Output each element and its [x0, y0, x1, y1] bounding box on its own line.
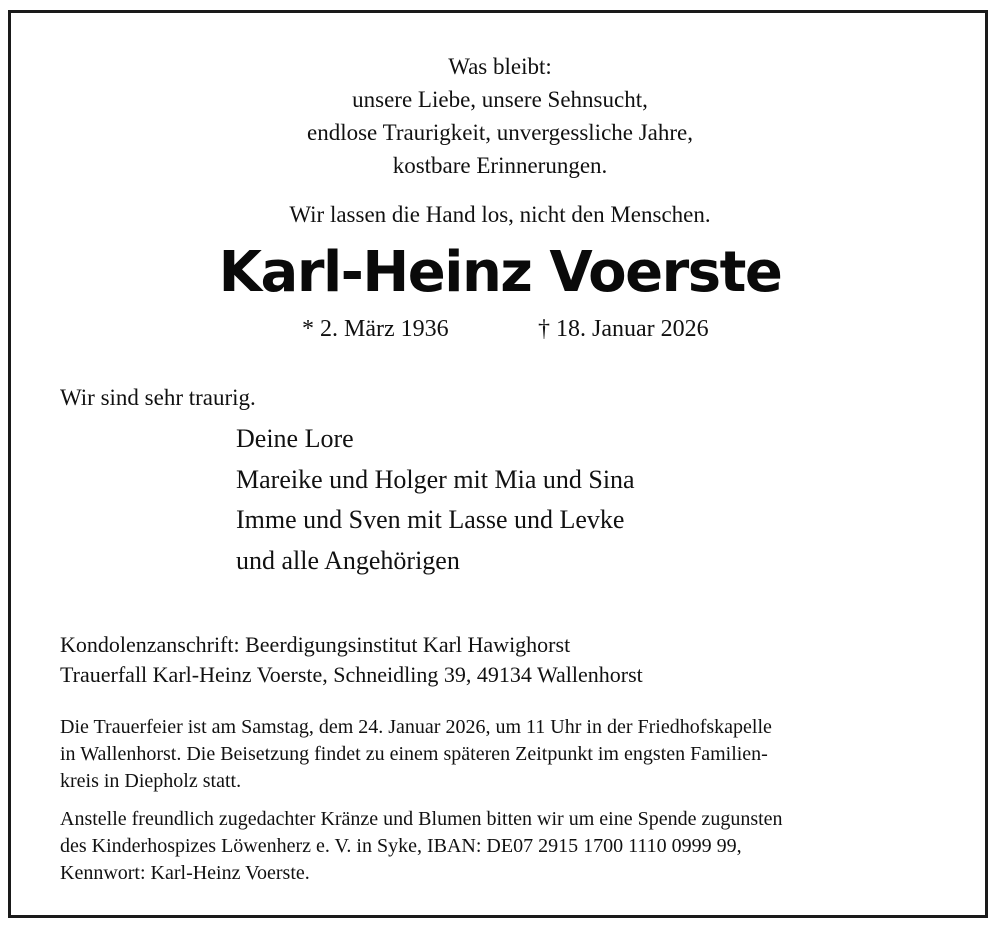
donation-info: [60, 806, 783, 887]
mourner-name: Imme und Sven mit Lasse und Levke: [236, 505, 625, 534]
address-line: Kondolenzanschrift: Beerdigungsinstitut Karl Hawighorst: [60, 632, 571, 657]
address-line: Trauerfall Karl-Heinz Voerste, Schneidling 39, 49134 Wallenhorst: [60, 662, 643, 687]
mourner-name: Deine Lore: [236, 424, 354, 453]
mourner-name: und alle Angehörigen: [236, 545, 460, 575]
memorial-poem: [0, 50, 1000, 182]
mourner-name: Mareike und Holger mit Mia und Sina: [236, 464, 635, 494]
donation-info-line: Kennwort: Karl-Heinz Voerste.: [60, 862, 310, 884]
motto: Wir lassen die Hand los, nicht den Menschen.: [289, 202, 711, 227]
poem-line: endlose Traurigkeit, unvergessliche Jahre,: [306, 120, 694, 145]
poem-line: kostbare Erinnerungen.: [392, 153, 608, 178]
death-date: † 18. Januar 2026: [538, 316, 709, 342]
deceased-name: Karl-Heinz Voerste: [218, 240, 782, 305]
funeral-info-line: in Wallenhorst. Die Beisetzung findet zu einem späteren Zeitpunkt im engsten Familien-: [60, 743, 768, 765]
birth-date: * 2. März 1936: [302, 316, 449, 342]
poem-line: unsere Liebe, unsere Sehnsucht,: [352, 87, 648, 112]
funeral-info-line: kreis in Diepholz statt.: [60, 770, 242, 792]
mourners-list: [236, 419, 635, 581]
mourners-intro: Wir sind sehr traurig.: [60, 385, 256, 410]
condolence-address: [60, 630, 643, 690]
funeral-info-line: Die Trauerfeier ist am Samstag, dem 24. Januar 2026, um 11 Uhr in der Friedhofskapelle: [60, 716, 772, 738]
funeral-info: [60, 714, 772, 795]
donation-info-line: des Kinderhospizes Löwenherz e. V. in Syke, IBAN: DE07 2915 1700 1110 0999 99,: [60, 835, 742, 857]
poem-line: Was bleibt:: [448, 54, 552, 79]
donation-info-line: Anstelle freundlich zugedachter Kränze und Blumen bitten wir um eine Spende zugunsten: [60, 808, 783, 830]
